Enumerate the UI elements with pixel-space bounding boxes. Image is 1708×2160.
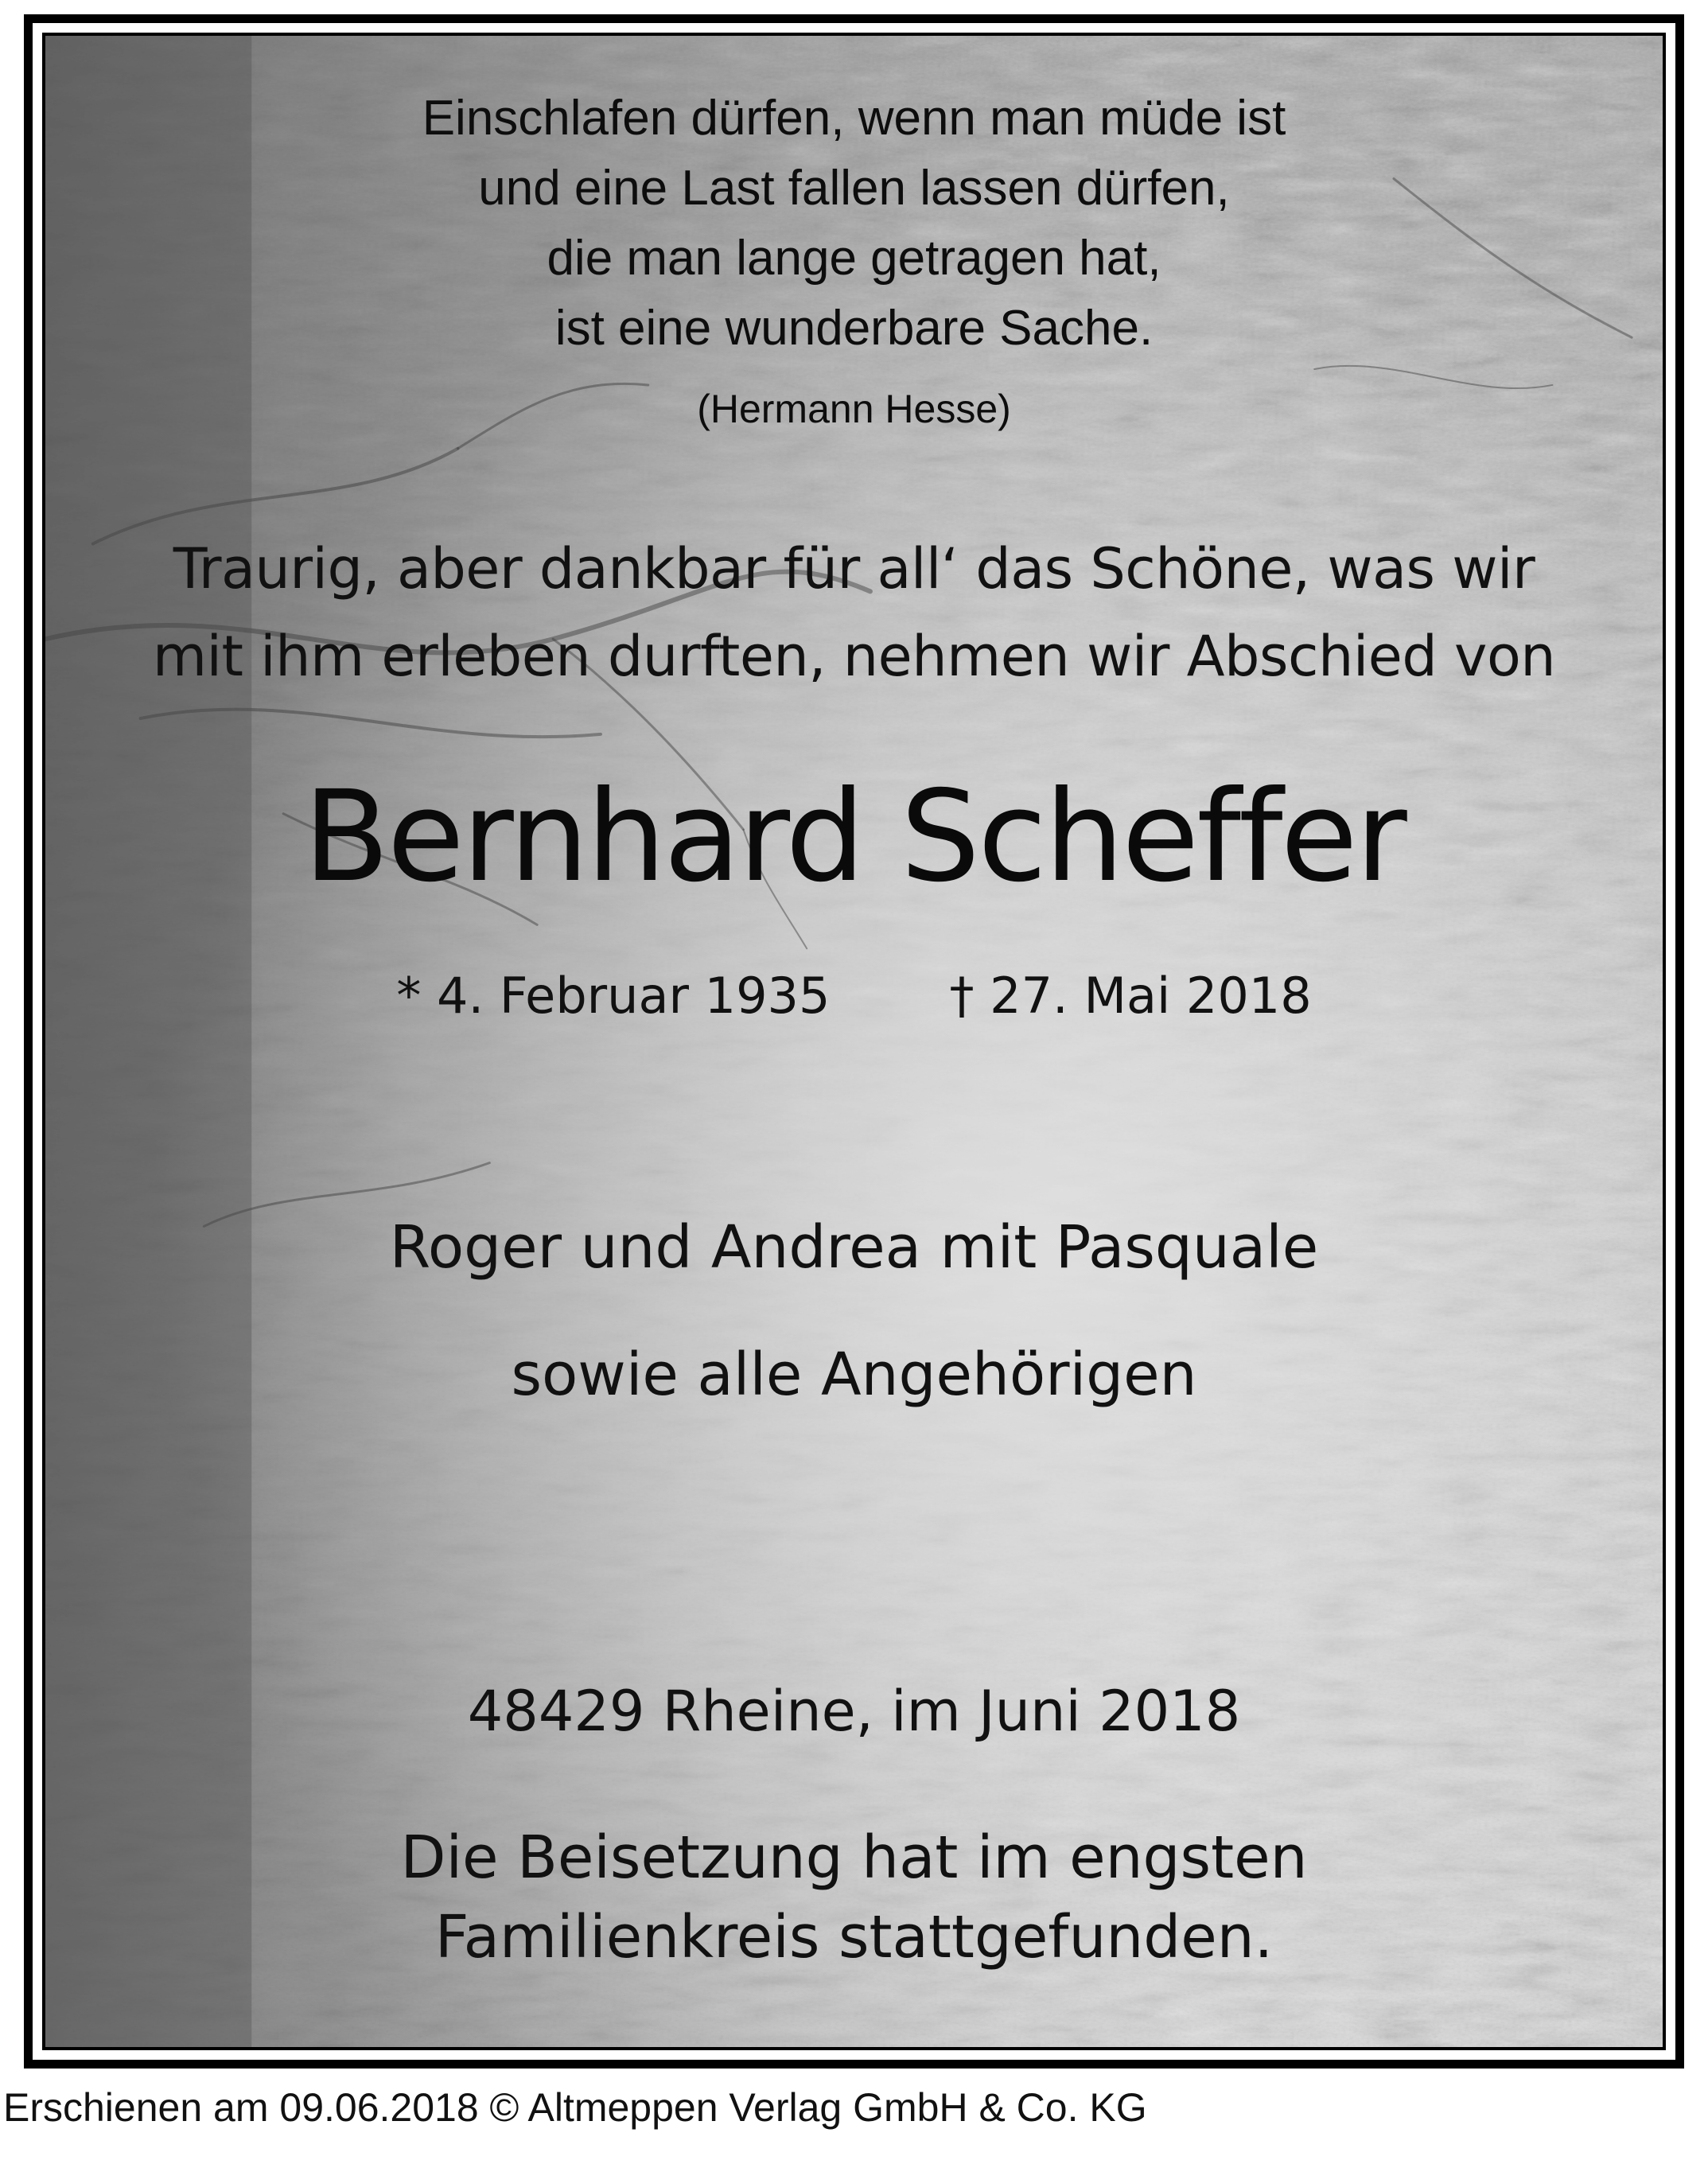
mourners-line-1: Roger und Andrea mit Pasquale — [389, 1213, 1319, 1282]
quote-line-2: und eine Last fallen lassen dürfen, — [478, 161, 1230, 216]
deceased-name: Bernhard Scheffer — [303, 764, 1405, 910]
burial-note-line-2: Familienkreis stattgefunden. — [434, 1903, 1274, 1971]
quote-line-3: die man lange getragen hat, — [547, 231, 1161, 286]
publication-footer: Erschienen am 09.06.2018 © Altmeppen Verlag GmbH & Co. KG — [3, 2085, 1147, 2130]
burial-note-line-1: Die Beisetzung hat im engsten — [400, 1823, 1308, 1892]
intro-line-1: Traurig, aber dankbar für all‘ das Schöne, was wir — [173, 536, 1535, 601]
mourners-line-2: sowie alle Angehörigen — [511, 1341, 1197, 1409]
obituary-text — [45, 36, 1663, 2047]
birth-date: * 4. Februar 1935 — [396, 967, 831, 1025]
obituary-notice — [24, 14, 1684, 2069]
quote-author: (Hermann Hesse) — [697, 387, 1011, 431]
place-and-date: 48429 Rheine, im Juni 2018 — [467, 1679, 1241, 1744]
intro-line-2: mit ihm erleben durften, nehmen wir Abschied von — [152, 624, 1556, 689]
quote-line-1: Einschlafen dürfen, wenn man müde ist — [422, 91, 1286, 146]
obituary-inner-border — [42, 33, 1666, 2050]
death-date: † 27. Mai 2018 — [949, 967, 1312, 1025]
life-dates — [45, 967, 1663, 1025]
quote-line-4: ist eine wunderbare Sache. — [554, 301, 1154, 356]
